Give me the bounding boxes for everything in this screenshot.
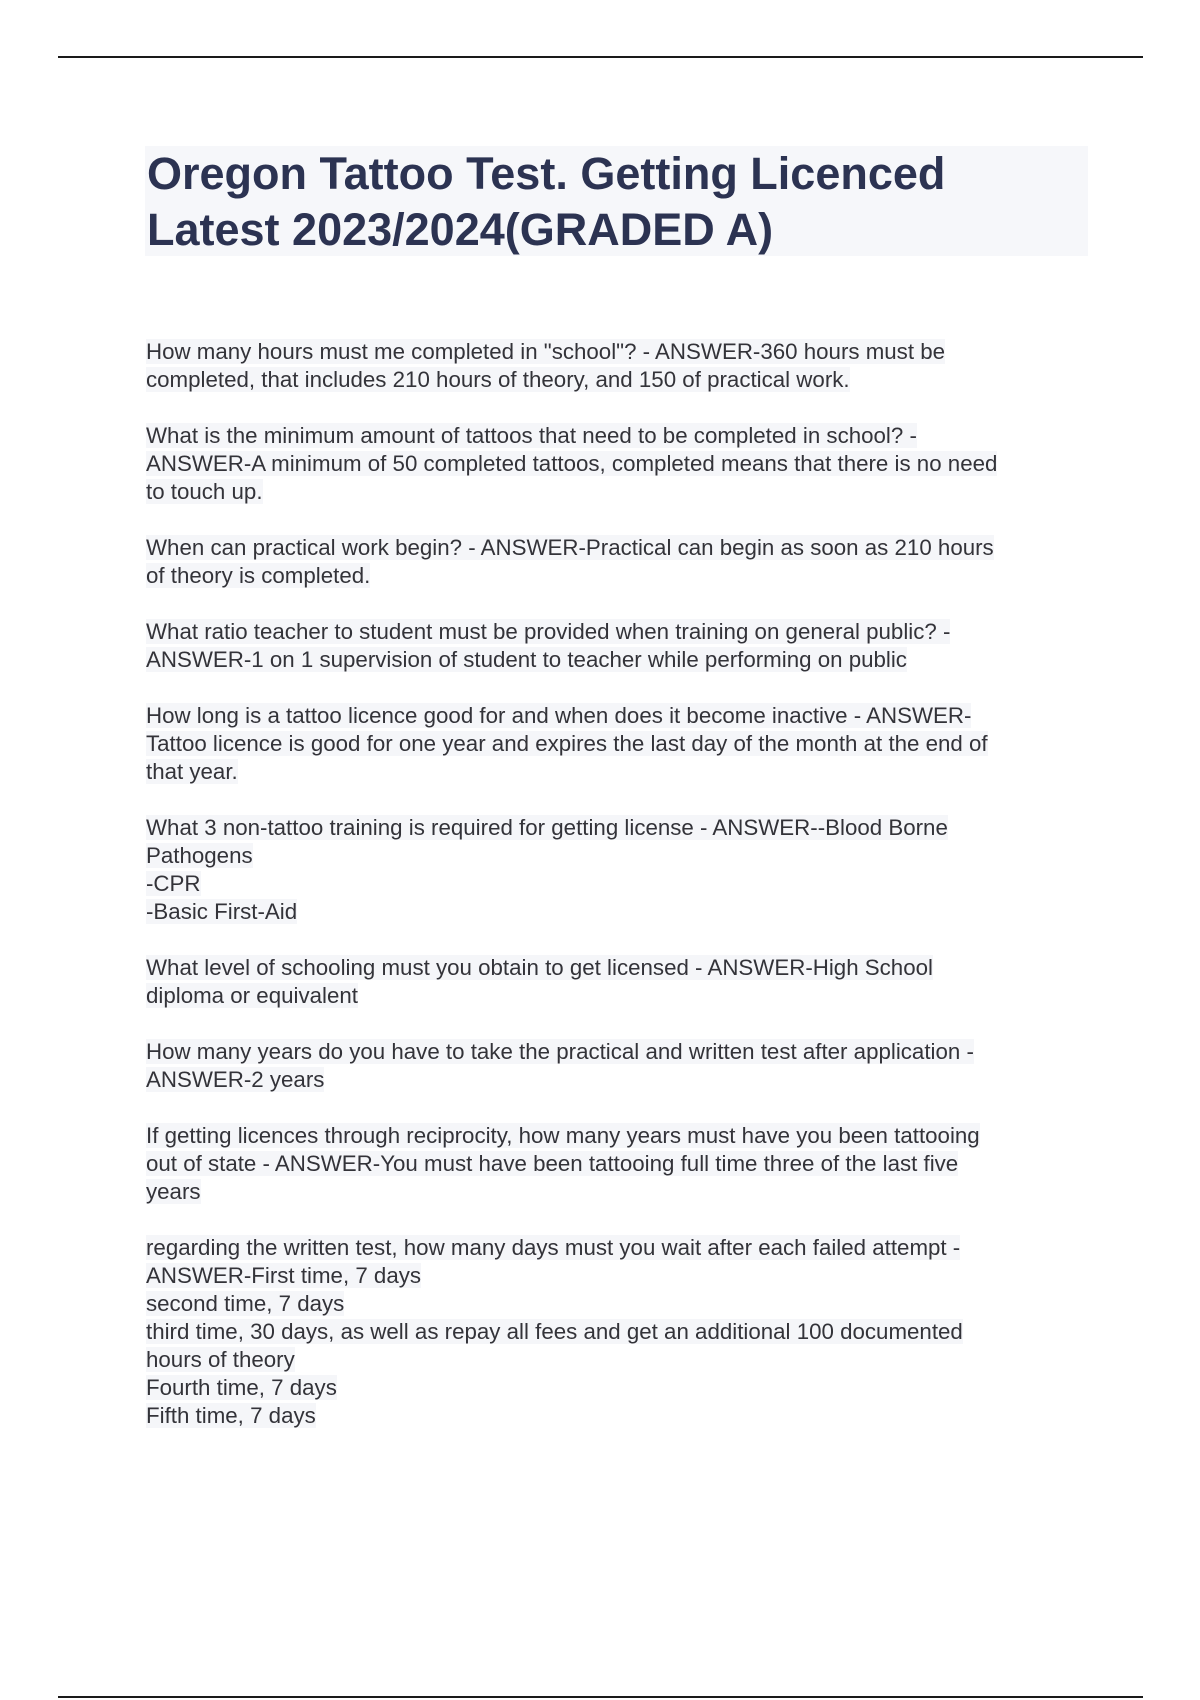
qa-item <box>146 534 1096 590</box>
bottom-divider <box>58 1696 1143 1698</box>
qa-line: ANSWER-First time, 7 days <box>146 1263 422 1288</box>
qa-line: out of state - ANSWER-You must have been tattooing full time three of the last five <box>146 1151 959 1176</box>
qa-line: third time, 30 days, as well as repay all fees and get an additional 100 documented <box>146 1319 963 1344</box>
qa-line: to touch up. <box>146 479 263 504</box>
document-title <box>147 146 1088 258</box>
qa-line: What 3 non-tattoo training is required for getting license - ANSWER--Blood Borne <box>146 815 948 840</box>
qa-item <box>146 1122 1096 1206</box>
qa-line: -CPR <box>146 871 201 896</box>
qa-line: What ratio teacher to student must be provided when training on general public? - <box>146 619 951 644</box>
top-divider <box>58 56 1143 58</box>
title-line: Oregon Tattoo Test. Getting Licenced <box>147 148 946 199</box>
qa-item <box>146 814 1096 926</box>
qa-line: What is the minimum amount of tattoos that need to be completed in school? - <box>146 423 917 448</box>
qa-line: second time, 7 days <box>146 1291 345 1316</box>
qa-line: How many hours must me completed in "school"? - ANSWER-360 hours must be <box>146 339 946 364</box>
qa-item <box>146 954 1096 1010</box>
qa-line: How many years do you have to take the practical and written test after application - <box>146 1039 974 1064</box>
qa-item <box>146 1038 1096 1094</box>
qa-item <box>146 1234 1096 1430</box>
qa-line: Fifth time, 7 days <box>146 1403 316 1428</box>
qa-item <box>146 422 1096 506</box>
qa-item <box>146 618 1096 674</box>
qa-line: ANSWER-1 on 1 supervision of student to teacher while performing on public <box>146 647 907 672</box>
qa-line: diploma or equivalent <box>146 983 358 1008</box>
qa-line: How long is a tattoo licence good for and when does it become inactive - ANSWER- <box>146 703 972 728</box>
qa-list <box>146 338 1096 1458</box>
qa-line: Tattoo licence is good for one year and expires the last day of the month at the end of <box>146 731 988 756</box>
qa-item <box>146 702 1096 786</box>
qa-item <box>146 338 1096 394</box>
title-line: Latest 2023/2024(GRADED A) <box>147 204 774 255</box>
qa-line: If getting licences through reciprocity, how many years must have you been tattooing <box>146 1123 980 1148</box>
qa-line: regarding the written test, how many days must you wait after each failed attempt - <box>146 1235 961 1260</box>
qa-line: ANSWER-2 years <box>146 1067 325 1092</box>
qa-line: that year. <box>146 759 238 784</box>
qa-line: Pathogens <box>146 843 253 868</box>
qa-line: ANSWER-A minimum of 50 completed tattoos, completed means that there is no need <box>146 451 998 476</box>
qa-line: Fourth time, 7 days <box>146 1375 337 1400</box>
qa-line: completed, that includes 210 hours of theory, and 150 of practical work. <box>146 367 850 392</box>
qa-line: hours of theory <box>146 1347 295 1372</box>
qa-line: What level of schooling must you obtain to get licensed - ANSWER-High School <box>146 955 933 980</box>
qa-line: of theory is completed. <box>146 563 371 588</box>
qa-line: years <box>146 1179 201 1204</box>
qa-line: When can practical work begin? - ANSWER-Practical can begin as soon as 210 hours <box>146 535 994 560</box>
title-block <box>145 146 1088 256</box>
qa-line: -Basic First-Aid <box>146 899 298 924</box>
